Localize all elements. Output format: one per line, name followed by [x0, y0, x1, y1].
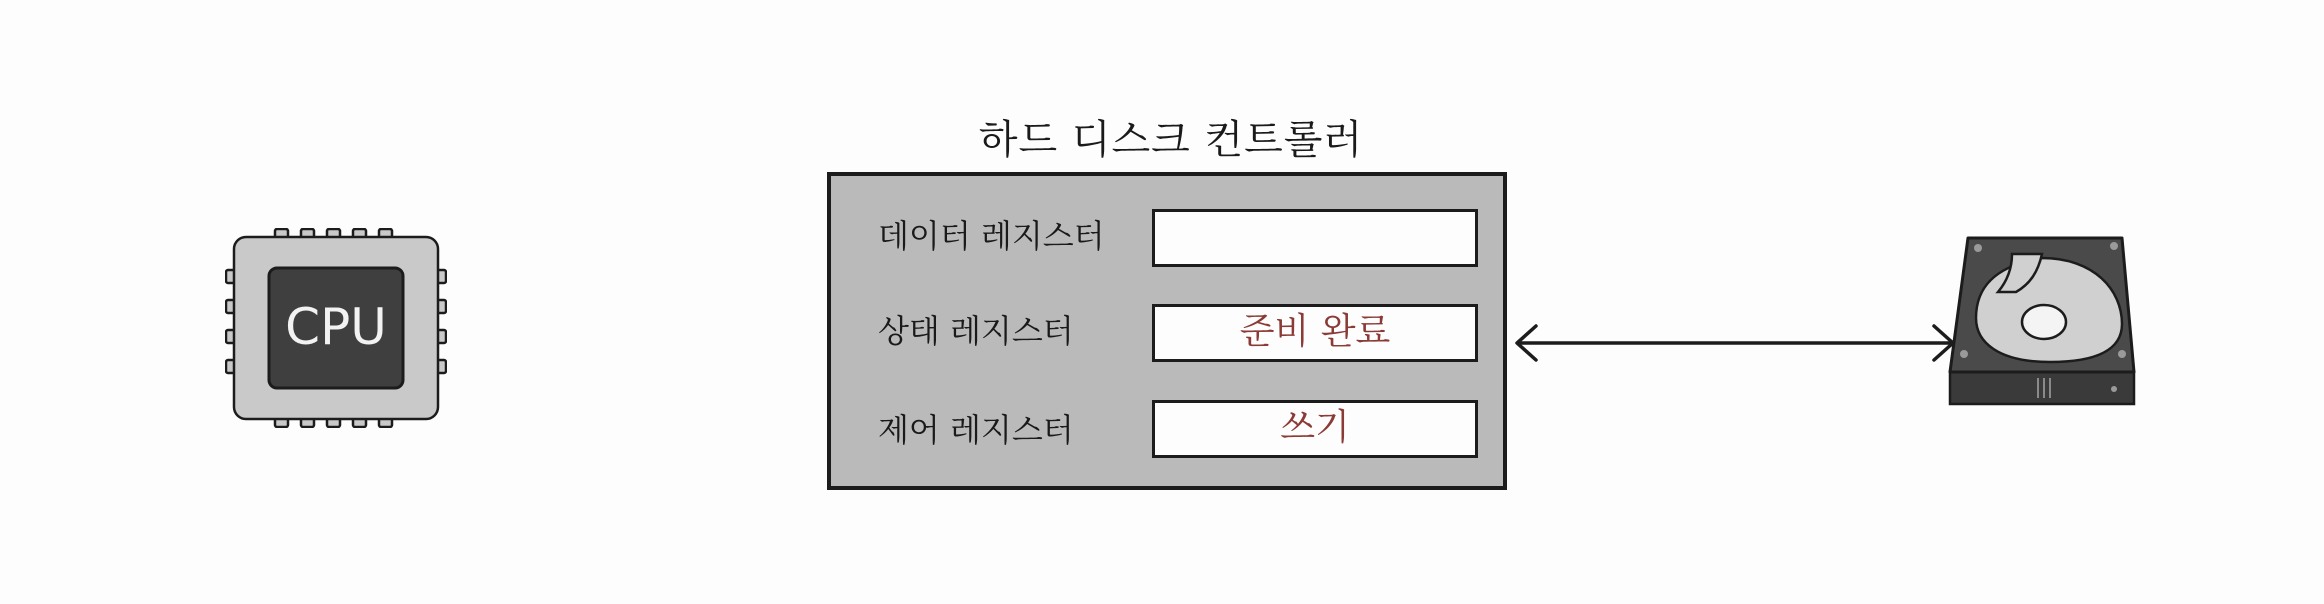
control-register-label: 제어 레지스터 — [878, 411, 1074, 449]
status-register-label: 상태 레지스터 — [878, 312, 1074, 350]
double-arrow-icon — [1510, 318, 1960, 368]
data-register-label: 데이터 레지스터 — [878, 217, 1105, 255]
data-register-value — [1152, 209, 1478, 267]
hard-disk-drive-icon — [1946, 232, 2138, 410]
control-register-value: 쓰기 — [1152, 400, 1478, 458]
cpu-chip-icon — [225, 228, 447, 428]
cpu-label: CPU — [285, 298, 387, 356]
controller-title: 하드 디스크 컨트롤러 — [978, 117, 1364, 163]
status-register-value: 준비 완료 — [1152, 304, 1478, 362]
